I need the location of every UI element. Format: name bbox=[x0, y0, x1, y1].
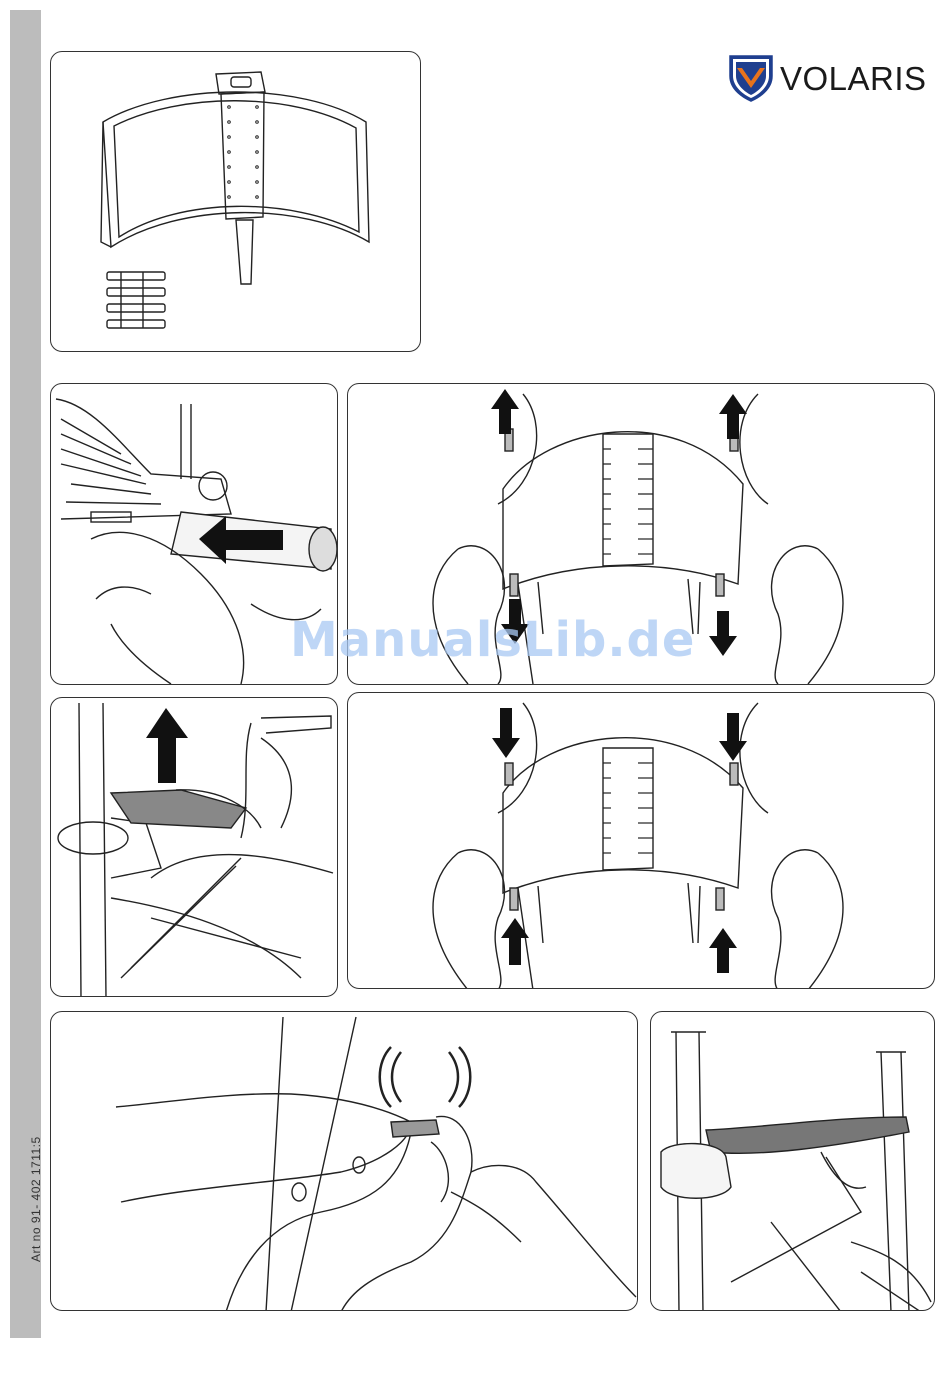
brand-name: VOLARIS bbox=[780, 60, 927, 97]
push-on-illustration bbox=[348, 693, 935, 989]
arrow-up-icon bbox=[501, 918, 737, 973]
panel-contents bbox=[50, 51, 421, 352]
click-plug-illustration bbox=[51, 1012, 638, 1311]
shield-icon bbox=[728, 54, 774, 102]
backrest-illustration bbox=[51, 52, 421, 352]
article-number: Art no 91- 402 1711:5 bbox=[29, 1136, 43, 1262]
volaris-logo bbox=[728, 54, 928, 102]
panel-seat-mounted bbox=[650, 1011, 935, 1311]
seat-illustration bbox=[651, 1012, 935, 1311]
plug-icon bbox=[107, 272, 165, 328]
panel-push-on bbox=[347, 692, 935, 989]
click-sound-icon bbox=[380, 1047, 471, 1107]
arrow-up-icon bbox=[146, 708, 188, 783]
panel-click-plug bbox=[50, 1011, 638, 1311]
watermark: ManualsLib.de bbox=[290, 612, 696, 668]
panel-lift-handle bbox=[50, 697, 338, 997]
lift-handle-illustration bbox=[51, 698, 338, 997]
